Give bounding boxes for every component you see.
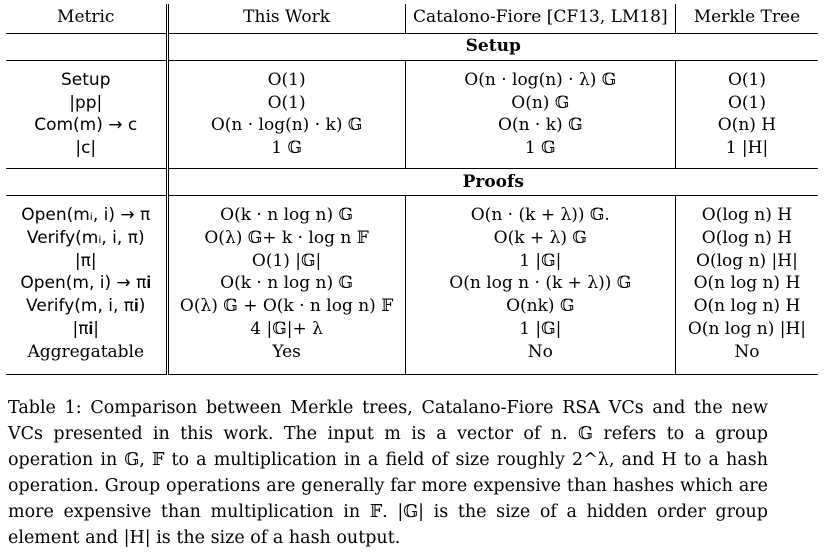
table-row xyxy=(6,341,818,366)
metric-cell: Aggregatable xyxy=(27,341,145,362)
metric-cell: |c| xyxy=(75,138,97,159)
header-this-work: This Work xyxy=(167,4,405,33)
table-row xyxy=(6,227,818,250)
merkle-cell: No xyxy=(675,341,818,366)
table-row xyxy=(6,318,818,341)
this-work-cell: O(n · log(n) · k) 𝔾 xyxy=(167,114,405,137)
cf-cell: 1 |𝔾| xyxy=(405,250,675,273)
metric-cell: |π𝐢| xyxy=(72,318,99,339)
cf-cell: No xyxy=(405,341,675,366)
merkle-cell: O(n log n) |H| xyxy=(675,318,818,341)
table-row xyxy=(6,69,818,92)
table-row xyxy=(6,114,818,137)
cf-cell: O(n · log(n) · λ) 𝔾 xyxy=(405,69,675,92)
this-work-cell: Yes xyxy=(167,341,405,366)
merkle-cell: O(log n) |H| xyxy=(675,250,818,273)
cf-cell: O(nk) 𝔾 xyxy=(405,295,675,318)
table-row xyxy=(6,92,818,115)
table-header-row xyxy=(6,4,818,33)
this-work-cell: O(λ) 𝔾 + O(k · n log n) 𝔽 xyxy=(167,295,405,318)
merkle-cell: O(n log n) H xyxy=(675,272,818,295)
header-merkle-tree: Merkle Tree xyxy=(675,4,818,33)
header-catalano-fiore: Catalono-Fiore [CF13, LM18] xyxy=(405,4,675,33)
metric-cell: Open(m, i) → π𝐢 xyxy=(20,273,152,294)
metric-cell: |π| xyxy=(74,250,97,271)
table-row xyxy=(6,272,818,295)
table-row xyxy=(6,204,818,227)
cf-cell: 1 𝔾 xyxy=(405,137,675,160)
table-row xyxy=(6,137,818,160)
cf-cell: O(k + λ) 𝔾 xyxy=(405,227,675,250)
merkle-cell: O(n log n) H xyxy=(675,295,818,318)
this-work-cell: O(1) xyxy=(167,69,405,92)
metric-cell: Com(m) → c xyxy=(34,115,138,136)
merkle-cell: O(1) xyxy=(675,69,818,92)
merkle-cell: 1 |H| xyxy=(675,137,818,160)
this-work-cell: O(λ) 𝔾+ k · log n 𝔽 xyxy=(167,227,405,250)
this-work-cell: 4 |𝔾|+ λ xyxy=(167,318,405,341)
cf-cell: O(n · k) 𝔾 xyxy=(405,114,675,137)
table-row xyxy=(6,250,818,273)
merkle-cell: O(n) H xyxy=(675,114,818,137)
comparison-table xyxy=(6,4,818,375)
this-work-cell: 1 𝔾 xyxy=(167,137,405,160)
metric-cell: Setup xyxy=(61,69,111,90)
this-work-cell: O(1) xyxy=(167,92,405,115)
section-header-setup xyxy=(6,33,818,60)
metric-cell: Verify(m, i, π𝐢) xyxy=(26,296,146,317)
table-row xyxy=(6,295,818,318)
merkle-cell: O(log n) H xyxy=(675,227,818,250)
metric-cell: Verify(mᵢ, i, π) xyxy=(26,227,145,248)
section-title: Setup xyxy=(167,33,818,60)
this-work-cell: O(1) |𝔾| xyxy=(167,250,405,273)
merkle-cell: O(1) xyxy=(675,92,818,115)
table-caption: Table 1: Comparison between Merkle trees, Catalano-Fiore RSA VCs and the new VCs presented in this work. The input m is a vector of n. 𝔾 refers to a group operation in 𝔾, 𝔽 to a multiplication in a field of size roughly 2^λ, and H to a hash operation. Group operations are generally far more expensive than hashes which are more expensive than multiplication in 𝔽. |𝔾| is the size of a hidden order group element and |H| is the size of a hash output. xyxy=(8,398,768,548)
header-metric: Metric xyxy=(6,4,167,33)
section-header-proofs xyxy=(6,168,818,195)
cf-cell: O(n · (k + λ)) 𝔾. xyxy=(405,204,675,227)
section-title: Proofs xyxy=(167,168,818,195)
cf-cell: 1 |𝔾| xyxy=(405,318,675,341)
cf-cell: O(n log n · (k + λ)) 𝔾 xyxy=(405,272,675,295)
metric-cell: |pp| xyxy=(69,92,103,113)
this-work-cell: O(k · n log n) 𝔾 xyxy=(167,272,405,295)
merkle-cell: O(log n) H xyxy=(675,204,818,227)
metric-cell: Open(mᵢ, i) → π xyxy=(21,204,151,225)
cf-cell: O(n) 𝔾 xyxy=(405,92,675,115)
this-work-cell: O(k · n log n) 𝔾 xyxy=(167,204,405,227)
